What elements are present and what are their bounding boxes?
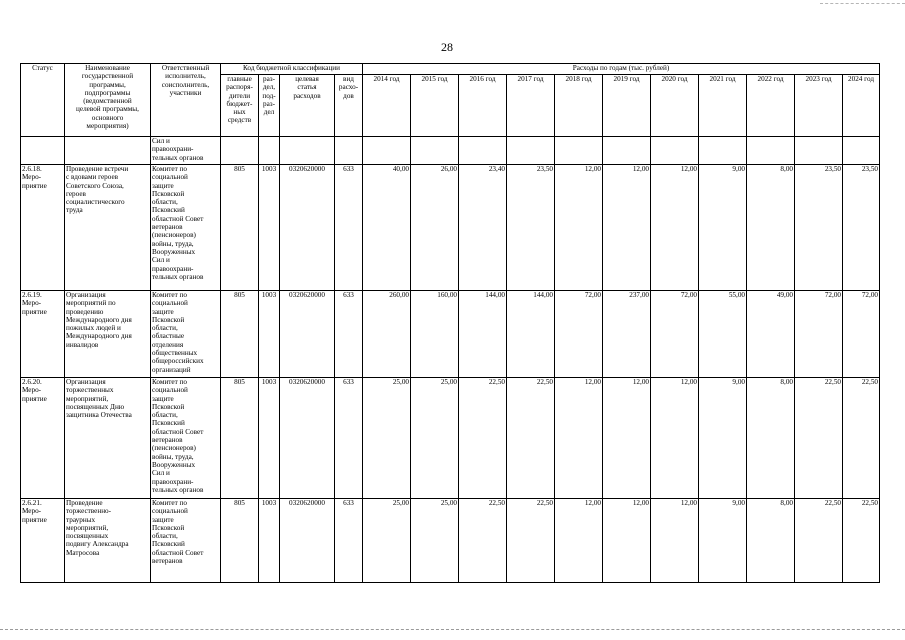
table-row [21, 499, 880, 583]
row-expense-value: 23,50 [507, 165, 555, 291]
row-expense-value: 260,00 [363, 291, 411, 378]
row-target-article: 0320620000 [280, 291, 335, 378]
row-expense-value: 22,50 [795, 378, 843, 499]
row-expense-value: 72,00 [843, 291, 880, 378]
row-expense-value: 160,00 [411, 291, 459, 378]
table-row [21, 378, 880, 499]
row-name: Проведение встречи с вдовами героев Советского Союза, героев социалистического труда [65, 165, 151, 291]
row-grbs: 805 [221, 165, 259, 291]
row-expense-value: 25,00 [411, 378, 459, 499]
row-name: Организация торжественных мероприятий, посвященных Дню защитника Отечества [65, 378, 151, 499]
row-expense-value: 22,50 [795, 499, 843, 583]
budget-table [20, 63, 880, 583]
row-grbs: 805 [221, 291, 259, 378]
row-expense-value: 25,00 [363, 378, 411, 499]
row-expense-value: 22,50 [459, 499, 507, 583]
header-year: 2021 год [699, 75, 747, 137]
row-expense-value: 49,00 [747, 291, 795, 378]
scan-edge-line [0, 629, 905, 630]
row-expense-value: 8,00 [747, 499, 795, 583]
row-expense-value: 144,00 [459, 291, 507, 378]
continuation-status [21, 137, 65, 165]
row-expense-value: 12,00 [651, 499, 699, 583]
row-expense-value: 12,00 [651, 378, 699, 499]
row-expense-value: 55,00 [699, 291, 747, 378]
row-section: 1003 [259, 291, 280, 378]
table-row [21, 291, 880, 378]
row-expense-value: 8,00 [747, 378, 795, 499]
continuation-name [65, 137, 151, 165]
row-expense-value: 9,00 [699, 165, 747, 291]
row-expense-value: 12,00 [555, 378, 603, 499]
row-expense-value: 9,00 [699, 378, 747, 499]
row-expense-value: 72,00 [651, 291, 699, 378]
header-year: 2022 год [747, 75, 795, 137]
row-expense-value: 72,00 [555, 291, 603, 378]
row-expense-value: 23,50 [795, 165, 843, 291]
row-grbs: 805 [221, 499, 259, 583]
header-target-article: целевая статья расходов [280, 75, 335, 137]
header-expense-type: вид расхо- дов [335, 75, 363, 137]
continuation-row [21, 137, 880, 165]
row-grbs: 805 [221, 378, 259, 499]
row-expense-value: 25,00 [363, 499, 411, 583]
row-expense-value: 26,00 [411, 165, 459, 291]
row-responsible: Комитет по социальной защите Псковской области, Псковский областной Совет ветеранов (пенсионеров) войны, труда, Вооруженных Сил и правоохрани- тельных органов [151, 165, 221, 291]
row-name: Проведение торжественно- траурных мероприятий, посвященных подвигу Александра Матросова [65, 499, 151, 583]
row-section: 1003 [259, 165, 280, 291]
row-status: 2.6.21. Меро- приятие [21, 499, 65, 583]
row-expense-value: 25,00 [411, 499, 459, 583]
row-expense-value: 237,00 [603, 291, 651, 378]
row-expense-value: 22,50 [507, 499, 555, 583]
row-responsible: Комитет по социальной защите Псковской области, Псковский областной Совет ветеранов [151, 499, 221, 583]
header-year: 2019 год [603, 75, 651, 137]
header-status: Статус [21, 64, 65, 137]
row-status: 2.6.19. Меро- приятие [21, 291, 65, 378]
header-year: 2014 год [363, 75, 411, 137]
row-status: 2.6.20. Меро- приятие [21, 378, 65, 499]
row-expense-value: 22,50 [507, 378, 555, 499]
header-year: 2024 год [843, 75, 880, 137]
row-target-article: 0320620000 [280, 378, 335, 499]
row-responsible: Комитет по социальной защите Псковской области, Псковский областной Совет ветеранов (пенсионеров) войны, труда, Вооруженных Сил и правоохрани- тельных органов [151, 378, 221, 499]
row-expense-value: 12,00 [555, 499, 603, 583]
header-expenses: Расходы по годам (тыс. рублей) [363, 64, 880, 75]
row-expense-value: 12,00 [651, 165, 699, 291]
row-expense-value: 72,00 [795, 291, 843, 378]
header-year: 2015 год [411, 75, 459, 137]
header-budget-code: Код бюджетной классификации [221, 64, 363, 75]
row-expense-value: 22,50 [459, 378, 507, 499]
header-responsible: Ответственный исполнитель, соисполнитель, участники [151, 64, 221, 137]
header-year: 2017 год [507, 75, 555, 137]
header-year: 2023 год [795, 75, 843, 137]
row-expense-value: 22,50 [843, 499, 880, 583]
row-expense-value: 8,00 [747, 165, 795, 291]
row-expense-value: 12,00 [603, 165, 651, 291]
row-target-article: 0320620000 [280, 499, 335, 583]
row-expense-value: 22,50 [843, 378, 880, 499]
page-number: 28 [441, 40, 453, 54]
header-year: 2020 год [651, 75, 699, 137]
header-grbs: главные распоря- дители бюджет- ных средств [221, 75, 259, 137]
row-status: 2.6.18. Меро- приятие [21, 165, 65, 291]
scan-edge-line [820, 3, 905, 4]
row-expense-value: 12,00 [555, 165, 603, 291]
table-row [21, 165, 880, 291]
row-expense-value: 12,00 [603, 499, 651, 583]
row-expense-type: 633 [335, 499, 363, 583]
row-responsible: Комитет по социальной защите Псковской области, областные отделения общественных общероссийских организаций [151, 291, 221, 378]
row-expense-value: 144,00 [507, 291, 555, 378]
row-expense-value: 9,00 [699, 499, 747, 583]
continuation-responsible: Сил и правоохрани- тельных органов [151, 137, 221, 165]
header-year: 2018 год [555, 75, 603, 137]
row-expense-value: 23,50 [843, 165, 880, 291]
row-target-article: 0320620000 [280, 165, 335, 291]
row-expense-type: 633 [335, 378, 363, 499]
row-expense-type: 633 [335, 165, 363, 291]
header-name: Наименование государственной программы, подпрограммы (ведомственной целевой программы, основного мероприятия) [65, 64, 151, 137]
header-section: раз- дел, под- раз- дел [259, 75, 280, 137]
header-year: 2016 год [459, 75, 507, 137]
row-expense-value: 23,40 [459, 165, 507, 291]
row-name: Организация мероприятий по проведению Международного дня пожилых людей и Международного дня инвалидов [65, 291, 151, 378]
row-section: 1003 [259, 378, 280, 499]
row-section: 1003 [259, 499, 280, 583]
row-expense-type: 633 [335, 291, 363, 378]
row-expense-value: 40,00 [363, 165, 411, 291]
row-expense-value: 12,00 [603, 378, 651, 499]
